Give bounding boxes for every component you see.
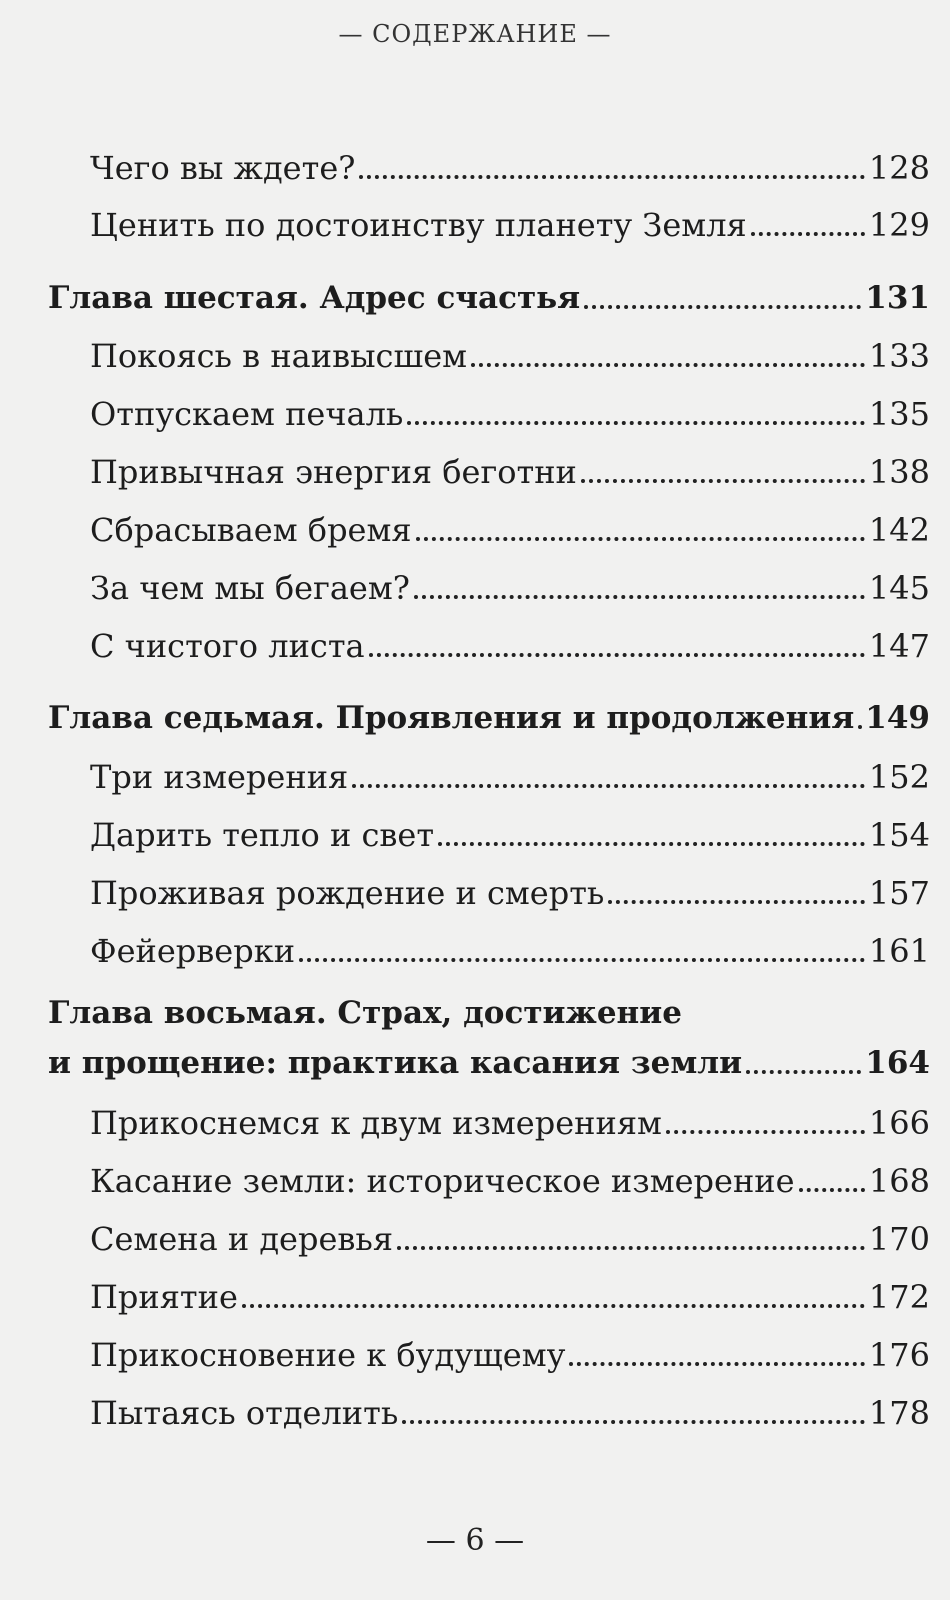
toc-entry [0, 1335, 930, 1375]
page-number: — 6 — [425, 1523, 525, 1558]
toc-entry-title: Пытаясь отделить [90, 1394, 399, 1432]
toc-entry-page: 166 [868, 1104, 930, 1142]
dot-leader [746, 1048, 861, 1074]
toc-entry-title: За чем мы бегаем? [90, 569, 410, 607]
toc-entry [0, 205, 930, 245]
toc-entry [0, 452, 930, 492]
dot-leader [858, 703, 861, 729]
dot-leader [608, 878, 865, 904]
dot-leader [569, 1340, 865, 1366]
toc-entry-page: 133 [868, 337, 930, 375]
toc-entry [0, 931, 930, 971]
toc-entry-page: 154 [868, 816, 930, 854]
toc-entry-title: Чего вы ждете? [90, 149, 356, 187]
toc-entry-page: 170 [868, 1220, 930, 1258]
toc-entry-title: Приятие [90, 1278, 238, 1316]
toc-entry-title: Проживая рождение и смерть [90, 874, 605, 912]
dot-leader [799, 1166, 865, 1192]
toc-entry-title: Привычная энергия беготни [90, 453, 577, 491]
dot-leader [581, 457, 865, 483]
dot-leader [751, 210, 865, 236]
toc-chapter-page: 149 [865, 700, 930, 736]
toc-chapter [0, 698, 930, 738]
toc-entry-page: 157 [868, 874, 930, 912]
toc-entry-page: 152 [868, 758, 930, 796]
toc-entry [0, 148, 930, 188]
toc-entry [0, 394, 930, 434]
toc-chapter-title-line1: Глава восьмая. Страх, достижение [48, 995, 682, 1031]
toc-entry-title: С чистого листа [90, 627, 365, 665]
toc-entry [0, 568, 930, 608]
toc-entry-title: Три измерения [90, 758, 349, 796]
dot-leader [359, 153, 865, 179]
toc-entry-page: 129 [868, 206, 930, 244]
toc-entry [0, 1277, 930, 1317]
dot-leader [416, 515, 865, 541]
toc-entry-page: 172 [868, 1278, 930, 1316]
dot-leader [407, 399, 865, 425]
toc-entry-page: 178 [868, 1394, 930, 1432]
toc-entry-page: 135 [868, 395, 930, 433]
running-header: — СОДЕРЖАНИЕ — [338, 20, 612, 48]
toc-entry [0, 1103, 930, 1143]
toc-entry-title: Покоясь в наивысшем [90, 337, 468, 375]
dot-leader [666, 1108, 865, 1134]
dot-leader [299, 936, 865, 962]
toc-entry-page: 147 [868, 627, 930, 665]
toc-entry-title: Сбрасываем бремя [90, 511, 412, 549]
toc-entry-title: Прикосновение к будущему [90, 1336, 566, 1374]
toc-entry [0, 757, 930, 797]
toc-entry-page: 168 [868, 1162, 930, 1200]
toc-chapter [0, 1043, 930, 1083]
toc-chapter-page: 131 [865, 280, 930, 316]
toc-entry [0, 873, 930, 913]
dot-leader [414, 573, 865, 599]
toc-entry [0, 510, 930, 550]
toc-entry-title: Семена и деревья [90, 1220, 394, 1258]
dot-leader [471, 341, 865, 367]
toc-entry-title: Дарить тепло и свет [90, 816, 435, 854]
toc-chapter-title: Глава шестая. Адрес счастья [48, 280, 581, 316]
toc-entry-title: Касание земли: историческое измерение [90, 1162, 795, 1200]
toc-entry-title: Отпускаем печаль [90, 395, 404, 433]
toc-entry-page: 145 [868, 569, 930, 607]
toc-chapter-page: 164 [865, 1045, 930, 1081]
toc-entry-page: 128 [868, 149, 930, 187]
dot-leader [369, 631, 865, 657]
dot-leader [402, 1398, 865, 1424]
toc-chapter [0, 278, 930, 318]
toc-entry-page: 142 [868, 511, 930, 549]
toc-chapter-title: Глава седьмая. Проявления и продолжения [48, 700, 855, 736]
toc-entry-page: 161 [868, 932, 930, 970]
toc-chapter-title: и прощение: практика касания земли [48, 1045, 743, 1081]
toc-entry-page: 138 [868, 453, 930, 491]
dot-leader [397, 1224, 865, 1250]
dot-leader [242, 1282, 865, 1308]
toc-entry-title: Ценить по достоинству планету Земля [90, 206, 747, 244]
toc-entry [0, 336, 930, 376]
toc-entry [0, 1161, 930, 1201]
toc-entry [0, 815, 930, 855]
toc-entry-title: Фейерверки [90, 932, 296, 970]
dot-leader [352, 762, 865, 788]
dot-leader [584, 283, 861, 309]
toc-entry-title: Прикоснемся к двум измерениям [90, 1104, 662, 1142]
dot-leader [438, 820, 865, 846]
toc-entry [0, 1219, 930, 1259]
toc-entry-page: 176 [868, 1336, 930, 1374]
toc-entry [0, 1393, 930, 1433]
toc-entry [0, 626, 930, 666]
